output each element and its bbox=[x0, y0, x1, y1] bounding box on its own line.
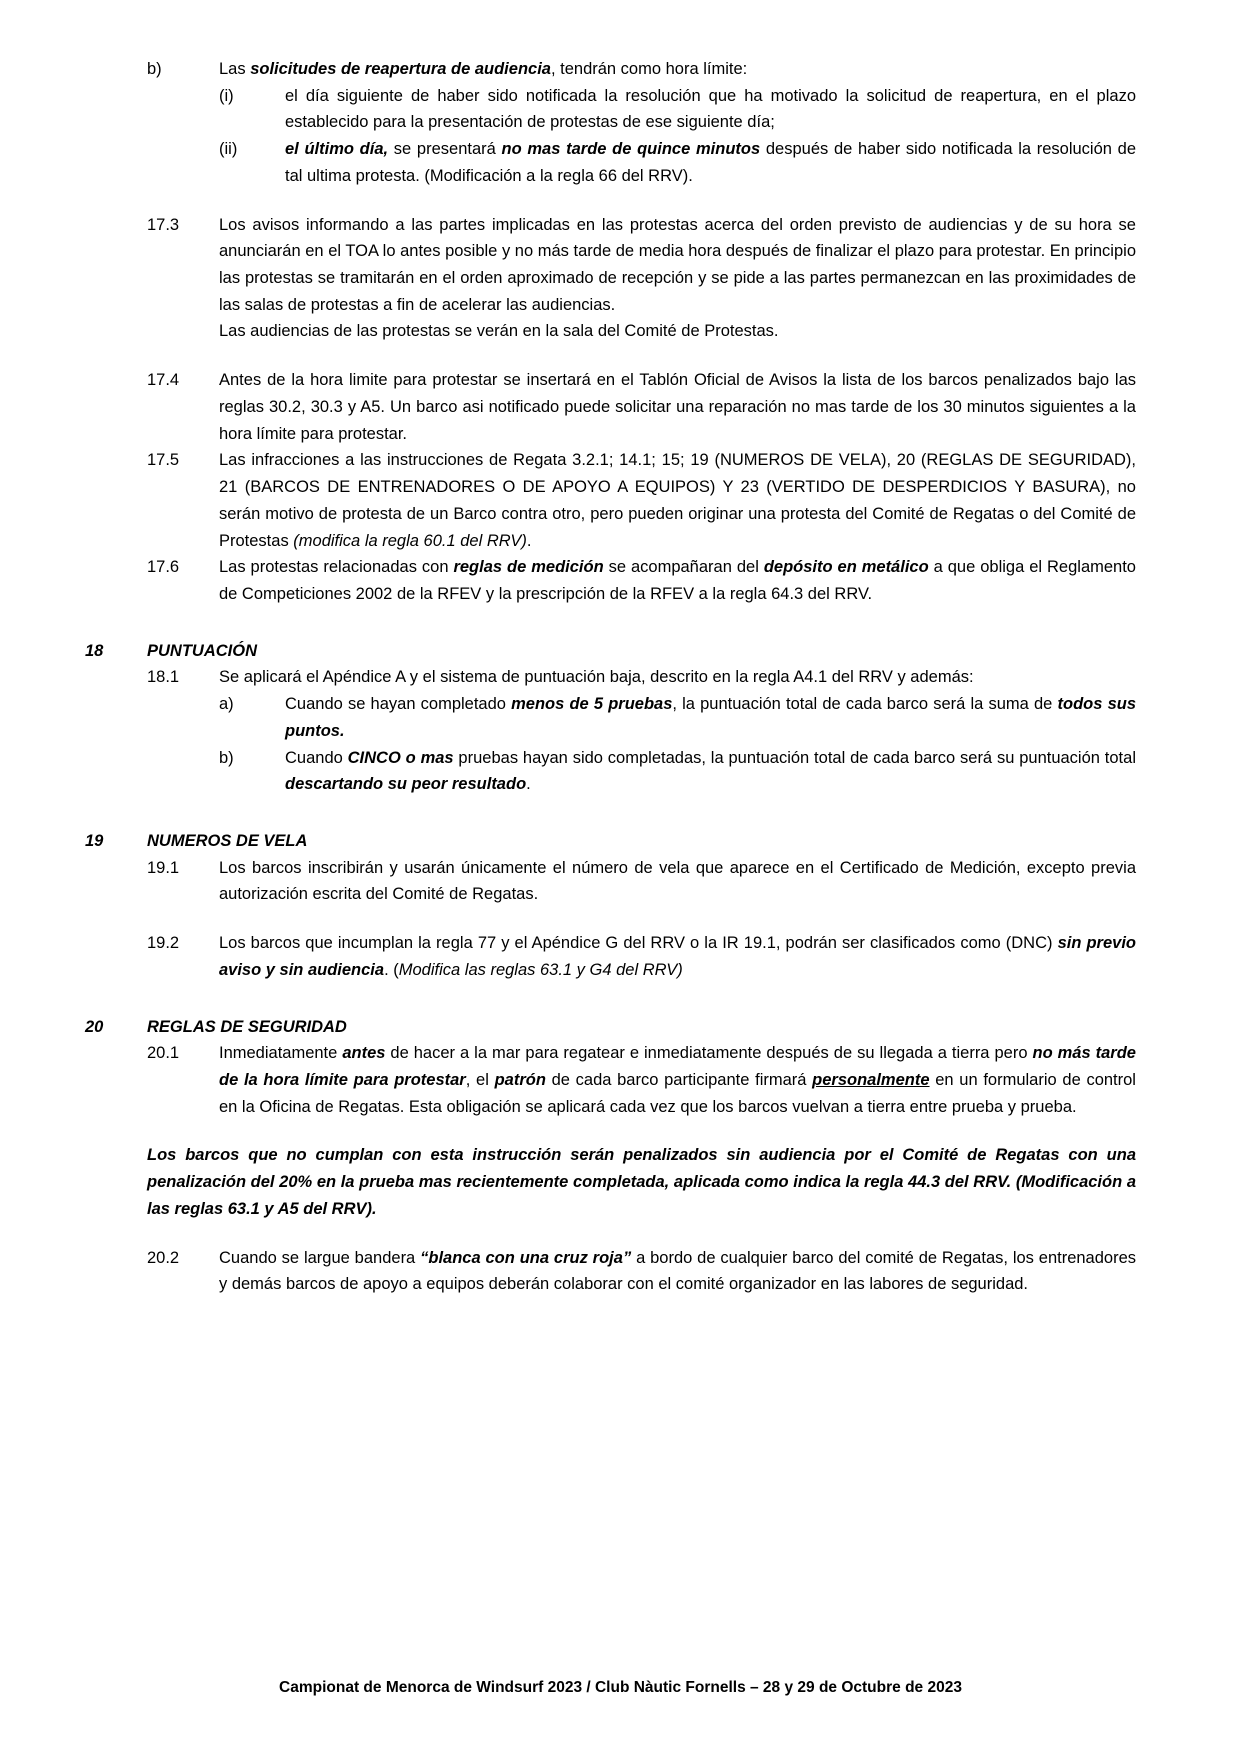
text-run: . ( bbox=[384, 960, 399, 979]
clause-17-6 bbox=[85, 554, 1136, 607]
clause-17-2-b bbox=[85, 56, 1136, 83]
clause-number: 17.6 bbox=[147, 558, 180, 577]
document-body bbox=[85, 56, 1136, 1120]
text-run: NUMEROS DE VELA bbox=[147, 831, 308, 850]
clause-20 bbox=[85, 1014, 1136, 1041]
clause-number: 18.1 bbox=[147, 668, 180, 687]
clause-18-1-b bbox=[85, 745, 1136, 798]
text-run: , la puntuación total de cada barco será la suma de bbox=[672, 695, 1058, 714]
clause-18-1 bbox=[85, 664, 1136, 691]
text-run: Cuando se largue bandera bbox=[219, 1248, 421, 1267]
spacer bbox=[85, 908, 1136, 930]
clause-number: b) bbox=[219, 748, 234, 767]
text-run: descartando su peor resultado bbox=[285, 775, 527, 794]
text-run: Cuando se hayan completado bbox=[285, 695, 512, 714]
spacer bbox=[85, 984, 1136, 1014]
spacer bbox=[85, 608, 1136, 638]
text-run: solicitudes de reapertura de audiencia bbox=[250, 60, 551, 78]
text-run: de cada barco participante firmará bbox=[545, 1071, 813, 1089]
clause-text bbox=[147, 1014, 1136, 1041]
clause-17-3 bbox=[85, 212, 1136, 346]
spacer bbox=[85, 798, 1136, 828]
text-run: se presentará bbox=[388, 140, 502, 159]
safety-penalty-note: Los barcos que no cumplan con esta instrucción serán penalizados sin audiencia por el Comité de Regatas con una penalización del 20% en la prueba mas recientemente completada, aplicada como indica la regla 44.3 del RRV. (Modificación a las reglas 63.1 y A5 del RRV). bbox=[147, 1146, 1136, 1218]
text-run: no más tarde de la hora límite para protestar bbox=[219, 1044, 1136, 1089]
text-run: menos de 5 pruebas bbox=[511, 695, 673, 714]
clause-text bbox=[285, 83, 1136, 136]
clause-number: (i) bbox=[219, 86, 234, 105]
text-run: PUNTUACIÓN bbox=[147, 641, 257, 660]
text-run: Los barcos inscribirán y usarán únicamente el número de vela que aparece en el Certificado de Medición, excepto previa autorización escrita del Comité de Regatas. bbox=[219, 858, 1136, 904]
text-run: en un formulario de control en la Oficina de Regatas. Esta obligación se aplicará cada vez que los barcos vuelvan a tierra entre prueba y prueba. bbox=[219, 1071, 1136, 1116]
clause-17-4 bbox=[85, 367, 1136, 447]
spacer bbox=[85, 1120, 1136, 1142]
text-run: Las infracciones a las instrucciones de Regata 3.2.1; 14.1; 15; 19 (NUMEROS DE VELA), 20 (REGLAS DE SEGURIDAD), 21 (BARCOS DE ENTRENADORES O DE APOYO A EQUIPOS) Y 23 (VERTIDO DE DESPERDICIOS Y BASURA), no serán motivo de protesta de un Barco contra otro, pero pueden originar una protesta del Comité de Regatas o del Comité de Protestas bbox=[219, 451, 1136, 550]
text-run: Las protestas relacionadas con bbox=[219, 558, 454, 577]
text-run: depósito en metálico bbox=[763, 558, 929, 577]
clause-20-2 bbox=[85, 1245, 1136, 1298]
text-run: CINCO o mas bbox=[347, 748, 454, 767]
text-run: Se aplicará el Apéndice A y el sistema de puntuación baja, descrito en la regla A4.1 del RRV y además: bbox=[219, 668, 974, 687]
text-run: después de haber sido notificada la resolución de tal ultima protesta. (Modificación a la regla 66 del RRV). bbox=[285, 140, 1137, 185]
text-run: todos sus puntos. bbox=[285, 695, 1136, 740]
clause-number: 17.3 bbox=[147, 215, 180, 234]
clause-text bbox=[219, 367, 1136, 447]
clause-17-2-b-ii bbox=[85, 136, 1136, 189]
clause-number: 20 bbox=[85, 1017, 104, 1036]
clause-number: 18 bbox=[85, 641, 104, 660]
text-run: antes bbox=[342, 1044, 386, 1063]
text-run: a bordo de cualquier barco del comité de Regatas, los entrenadores y demás barcos de apoyo a equipos deberán colaborar con el comité organizador en las labores de seguridad. bbox=[219, 1248, 1137, 1294]
text-run: el último día, bbox=[285, 140, 389, 159]
text-run: personalmente bbox=[812, 1071, 930, 1089]
clause-number: (ii) bbox=[219, 140, 238, 159]
text-run: Las audiencias de las protestas se verán en la sala del Comité de Protestas. bbox=[219, 322, 779, 341]
clause-text bbox=[219, 212, 1136, 346]
text-run: patrón bbox=[494, 1071, 546, 1089]
text-run: de hacer a la mar para regatear e inmediatamente después de su llegada a tierra pero bbox=[385, 1044, 1033, 1063]
text-run: Modifica las reglas 63.1 y G4 del RRV) bbox=[398, 960, 683, 979]
text-run: “blanca con una cruz roja” bbox=[420, 1248, 632, 1267]
clause-number: 17.5 bbox=[147, 451, 180, 470]
clause-17-5 bbox=[85, 447, 1136, 554]
text-run: Los barcos que incumplan la regla 77 y el Apéndice G del RRV o la IR 19.1, podrán ser clasificados como (DNC) bbox=[219, 934, 1058, 953]
text-run: el día siguiente de haber sido notificada la resolución que ha motivado la solicitud de reapertura, en el plazo establecido para la presentación de protestas de ese siguiente día; bbox=[285, 86, 1136, 132]
clause-number: 20.2 bbox=[147, 1248, 180, 1267]
clause-text bbox=[219, 447, 1136, 554]
clause-text bbox=[147, 638, 1136, 665]
text-run: Antes de la hora limite para protestar se insertará en el Tablón Oficial de Avisos la lista de los barcos penalizados bajo las reglas 30.2, 30.3 y A5. Un barco asi notificado puede solicitar una reparación no mas tarde de los 30 minutos siguientes a la hora límite para protestar. bbox=[219, 371, 1136, 443]
clause-text bbox=[285, 745, 1136, 798]
clause-number: 20.1 bbox=[147, 1044, 180, 1063]
clause-text bbox=[219, 554, 1136, 607]
text-run: pruebas hayan sido completadas, la puntuación total de cada barco será su puntuación total bbox=[453, 748, 1136, 767]
clause-19-1 bbox=[85, 855, 1136, 908]
clause-text bbox=[285, 691, 1136, 744]
text-run: (modifica la regla 60.1 del RRV) bbox=[293, 531, 527, 550]
text-run: REGLAS DE SEGURIDAD bbox=[147, 1017, 347, 1036]
text-run: se acompañaran del bbox=[603, 558, 764, 577]
text-run: , el bbox=[465, 1071, 495, 1089]
clause-text bbox=[219, 855, 1136, 908]
clause-text bbox=[219, 664, 1136, 691]
document-body-continued bbox=[85, 1245, 1136, 1298]
clause-text bbox=[285, 136, 1136, 189]
text-run: . bbox=[526, 775, 531, 794]
clause-18-1-a bbox=[85, 691, 1136, 744]
clause-text bbox=[219, 930, 1136, 983]
clause-19-2 bbox=[85, 930, 1136, 983]
clause-20-1 bbox=[85, 1040, 1136, 1120]
clause-number: 19.1 bbox=[147, 858, 180, 877]
spacer bbox=[85, 1223, 1136, 1245]
text-run: . bbox=[526, 531, 532, 550]
text-run: a que obliga el Reglamento de Competiciones 2002 de la RFEV y la prescripción de la RFEV a la regla 64.3 del RRV. bbox=[219, 558, 1136, 603]
text-run: no mas tarde de quince minutos bbox=[501, 140, 761, 159]
spacer bbox=[85, 345, 1136, 367]
clause-number: 19.2 bbox=[147, 934, 180, 953]
clause-number: b) bbox=[147, 60, 162, 78]
page-footer: Campionat de Menorca de Windsurf 2023 / Club Nàutic Fornells – 28 y 29 de Octubre de 2023 bbox=[279, 1679, 962, 1696]
text-run: Los avisos informando a las partes implicadas en las protestas acerca del orden previsto de audiencias y de su hora se anunciarán en el TOA lo antes posible y no más tarde de media hora después de finalizar el plazo para protestar. En principio las protestas se tramitarán en el orden aproximado de recepción y se pide a las partes permanezcan en las proximidades de las salas de protestas a fin de acelerar las audiencias. bbox=[219, 215, 1136, 314]
text-run: Las bbox=[219, 60, 251, 78]
clause-text bbox=[219, 1040, 1136, 1120]
spacer bbox=[85, 190, 1136, 212]
text-run: sin previo aviso y sin audiencia bbox=[219, 934, 1136, 979]
clause-number: 19 bbox=[85, 831, 104, 850]
text-run: reglas de medición bbox=[453, 558, 604, 577]
text-run: Inmediatamente bbox=[219, 1044, 343, 1063]
clause-number: a) bbox=[219, 695, 234, 714]
clause-text bbox=[219, 1245, 1136, 1298]
clause-18 bbox=[85, 638, 1136, 665]
clause-19 bbox=[85, 828, 1136, 855]
text-run: , tendrán como hora límite: bbox=[550, 60, 748, 78]
clause-text bbox=[147, 828, 1136, 855]
clause-17-2-b-i bbox=[85, 83, 1136, 136]
clause-number: 17.4 bbox=[147, 371, 180, 390]
text-run: Cuando bbox=[285, 748, 348, 767]
clause-text bbox=[219, 56, 1136, 83]
